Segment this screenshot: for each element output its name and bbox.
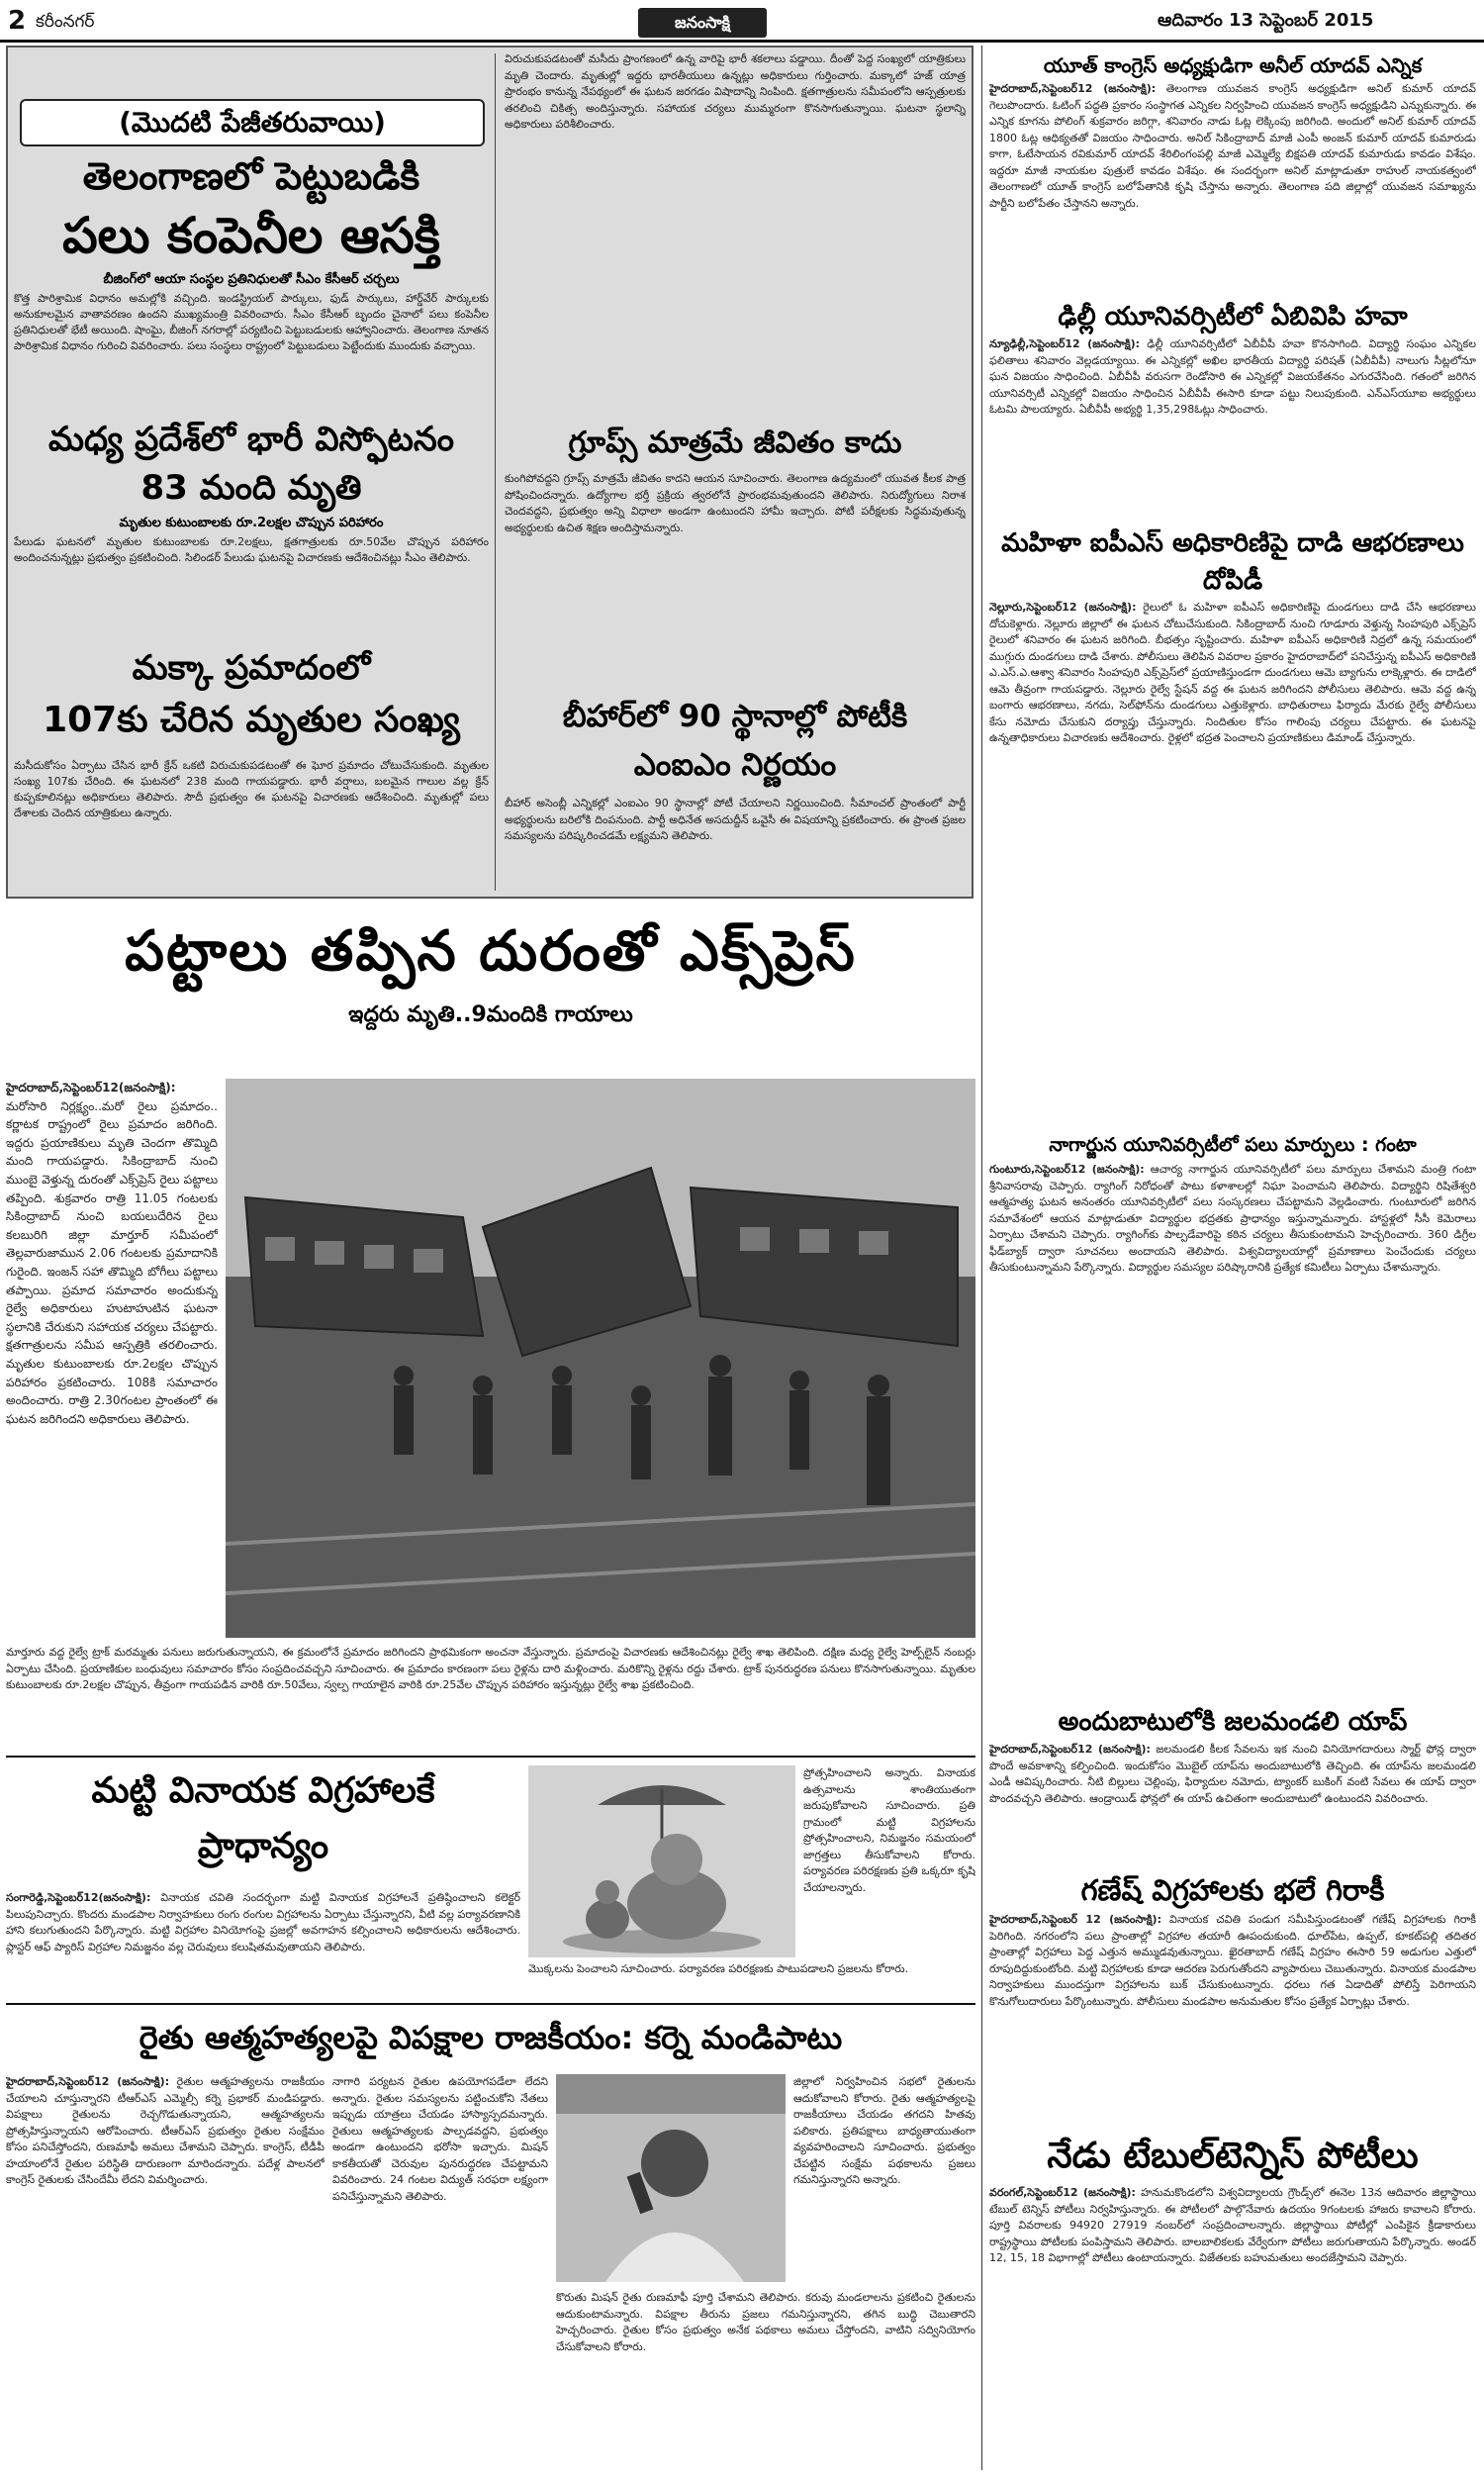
story-body: ప్రోత్సహించాలని అన్నారు. వినాయక ఉత్సవాలను శాంతియుతంగా జరుపుకోవాలని సూచించారు. ప్రతి గ్రామంలో మట్టి విగ్రహాలను ప్రోత్సహించాలని, నిమజ్జనం సమయంలో జాగ్రత్తలు తీసుకోవాలని కోరారు. పర్యావరణ పరిరక్షణకు ప్రతి ఒక్కరూ కృషి చేయాలన్నారు.	[803, 1766, 975, 1894]
subheadline: మృతుల కుటుంబాలకు రూ.2లక్షల చొప్పున పరిహారం	[119, 516, 384, 530]
headline: నాగార్జున యూనివర్సిటీలో పలు మార్పులు : గంటా	[1049, 1134, 1417, 1156]
lead-headline: పట్టాలు తప్పిన దురంతో ఎక్స్‌ప్రెస్	[125, 919, 857, 984]
headline: నేడు టేబుల్‌టెన్నిస్ పోటీలు	[1047, 2136, 1419, 2176]
ganesha-bottom-text	[528, 1961, 975, 1995]
story-body: జిల్లాలో నిర్వహించిన సభలో రైతులను ఆదుకోవాలని కోరారు. రైతు ఆత్మహత్యలపై రాజకీయాలు చేయడం తగదని హితవు పలికారు. ప్రతిపక్షాలు బాధ్యతాయుతంగా వ్యవహరించాలని సూచించారు. ప్రభుత్వం చేపట్టిన సంక్షేమ పథకాలను ప్రజలు గమనిస్తున్నారని అన్నారు.	[793, 2075, 975, 2186]
headline-line2: 83 మంది మృతి	[140, 468, 362, 508]
lead-footer-text	[6, 1645, 975, 1749]
bottom-column-1	[6, 2074, 325, 2468]
story-body: హనుమకొండలోని విశ్వవిద్యాలయ గ్రౌండ్స్‌లో ఈనెల 13న ఆదివారం జిల్లాస్థాయి టేబుల్ టెన్నిస్ పోటీలు నిర్వహిస్తున్నారు. ఈ పోటీలలో పాల్గొనేవారు ఉదయం 9గంటలకు హాజరు కావాలని కోరారు. పూర్తి వివరాలకు 94920 27919 నంబర్‌లో సంప్రదించాలన్నారు. జిల్లాస్థాయి పోటీల్లో ఎంపికైన క్రీడాకారులు రాష్ట్రస్థాయి పోటీలకు పంపిస్తామని తెలిపారు. బాలబాలికలకు వేర్వేరుగా పోటీలు జరుగుతాయని పేర్కొన్నారు. అండర్ 12, 15, 18 విభాగాల్లో పోటీలు ఉంటాయన్నారు. విజేతలకు బహుమతులు అందజేస్తామని చెప్పారు.	[989, 2186, 1476, 2264]
sidebar-story-youth-congress	[989, 49, 1476, 299]
story-body: వినాయక చవితి పండుగ సమీపిస్తుండటంతో గణేష్ విగ్రహాలకు గిరాకీ పెరిగింది. నగరంలోని పలు ప్రాంతాల్లో విగ్రహాల తయారీ ఊపందుకుంది. ధూల్‌పేట, ఉప్పల్, కూకట్‌పల్లి తదితర ప్రాంతాల్లో విగ్రహాలు పెద్ద ఎత్తున అమ్ముడవుతున్నాయి. ఖైరతాబాద్ గణేష్ విగ్రహం ఈసారి 59 అడుగుల ఎత్తులో రూపుదిద్దుకుంటోంది. మట్టి విగ్రహాలకు కూడా ఆదరణ పెరుగుతోందని వ్యాపారులు చెబుతున్నారు. వినాయక మండపాల నిర్వాహకులు ముందస్తుగా విగ్రహాలను బుక్ చేసుకుంటున్నారు. ధరలు గత ఏడాదితో పోలిస్తే పెరిగాయని కొనుగోలుదారులు పేర్కొంటున్నారు. పోలీసులు మండపాల అనుమతుల కోసం ప్రత్యేక ఏర్పాట్లు చేశారు.	[989, 1913, 1476, 2008]
sidebar-story-table-tennis	[989, 2128, 1476, 2442]
headline: గణేష్ విగ్రహాలకు భలే గిరాకీ	[1080, 1873, 1385, 1907]
dateline: హైదరాబాద్,సెప్టెంబర్ 12 (జనంసాక్షి):	[989, 1913, 1161, 1926]
story-body: ఢిల్లీ యూనివర్సిటీలో ఏబీవీపీ హవా కొనసాగింది. విద్యార్థి సంఘం ఎన్నికల ఫలితాలు శనివారం వెల్లడయ్యాయి. ఈ ఎన్నికల్లో అఖిల భారతీయ విద్యార్థి పరిషత్ (ఏబీవీపీ) నాలుగు సీట్లలోనూ ఘన విజయం సాధించింది. ఏబీవీపీ వరుసగా రెండోసారి ఈ ఎన్నికల్లో విజయకేతనం ఎగురవేసింది. గతంలో జరిగిన యూనివర్సిటీ ఎన్నికల్లో విజయం సాధించిన ఏబీవీపీ ఈసారి కూడా పట్టు నిలుపుకుంది. ఎన్ఎస్‌యూఐ అభ్యర్థులు ఓటమి పాలయ్యారు. ఏబీవీపీ అభ్యర్థి 1,35,298ఓట్లు సాధించారు.	[989, 337, 1476, 416]
masthead-rule	[0, 40, 1484, 43]
dateline: వరంగల్,సెప్టెంబర్12 (జనంసాక్షి):	[989, 2186, 1136, 2199]
story-body: కుంగిపోవద్దని గ్రూప్స్ మాత్రమే జీవితం కాదని ఆయన సూచించారు. తెలంగాణ ఉద్యమంలో యువత కీలక పాత్ర పోషించిందన్నారు. ఉద్యోగాల భర్తీ ప్రక్రియ త్వరలోనే ప్రారంభమవుతుందని తెలిపారు. నిరుద్యోగులు నిరాశ చెందవద్దని, ప్రభుత్వం అన్ని విధాలా అండగా ఉంటుందని హామీ ఇచ్చారు. పోటీ పరీక్షలకు సిద్ధమవుతున్న అభ్యర్థులకు ఉచిత శిక్షణ అందిస్తామన్నారు.	[505, 472, 966, 534]
story-body: వినాయక చవితి సందర్భంగా మట్టి వినాయక విగ్రహాలనే ప్రతిష్ఠించాలని కలెక్టర్ పిలుపునిచ్చారు. కొందరు మండపాల నిర్వాహకులు రంగు రంగుల విగ్రహాలను ఏర్పాటు చేస్తున్నారని, వీటి వల్ల పర్యావరణానికి హాని కలుగుతుందని పేర్కొన్నారు. మట్టి విగ్రహాల వినియోగంపై ప్రజల్లో అవగాహన కల్పించాలని అధికారులను ఆదేశించారు. ప్లాస్టర్ ఆఫ్ ప్యారిస్ విగ్రహాల నిమజ్జనం వల్ల చెరువులు కలుషితమవుతాయని తెలిపారు.	[6, 1891, 520, 1953]
dateline: హైదరాబాద్,సెప్టెంబర్12(జనంసాక్షి):	[6, 1081, 176, 1094]
page-number: 2	[8, 6, 27, 36]
headline: తెలంగాణలో పెట్టుబడికి	[82, 154, 420, 198]
clay-ganesha-illustration	[528, 1765, 795, 1957]
boxed-story-mim	[505, 693, 966, 885]
headline-line2: ప్రాధాన్యం	[197, 1826, 329, 1866]
sidebar-divider	[981, 46, 982, 2470]
story-body: బీహార్ అసెంబ్లీ ఎన్నికల్లో ఎంఐఎం 90 స్థానాల్లో పోటీ చేయాలని నిర్ణయించింది. సీమాంచల్ ప్రాంతంలో పార్టీ అభ్యర్థులను బరిలోకి దింపనుంది. పార్టీ అధినేత అసదుద్దీన్ ఒవైసీ ఈ విషయాన్ని ప్రకటించారు. ఈ ప్రాంత ప్రజల సమస్యలను పరిష్కరించడమే లక్ష్యమని తెలిపారు.	[505, 797, 966, 842]
headline: బీహార్‌లో 90 స్థానాల్లో పోటీకి	[562, 699, 908, 734]
ganesha-photo	[528, 1765, 795, 1957]
ganesha-story	[6, 1763, 520, 2031]
lead-story	[6, 906, 975, 1033]
issue-date: ఆదివారం 13 సెప్టెంబర్ 2015	[1158, 10, 1374, 31]
headline: అందుబాటులోకి జలమండలి యాప్	[1058, 1707, 1408, 1737]
story-body: రైలులో ఓ మహిళా ఐపీఎస్ అధికారిణిపై దుండగులు దాడి చేసి ఆభరణాలు దోచుకెళ్లారు. నెల్లూరు జిల్లాలో ఈ ఘటన చోటుచేసుకుంది. సికింద్రాబాద్ నుంచి గూడూరు వెళ్తున్న సింహపురి ఎక్స్‌ప్రెస్ రైలులో శనివారం ఈ ఘటన జరిగింది. బీభత్సం సృష్టించారు. మహిళా ఐపీఎస్ అధికారిణి నిద్రలో ఉన్న సమయంలో ముగ్గురు దుండగులు దాడి చేశారు. పోలీసులు తెలిపిన వివరాల ప్రకారం హైదరాబాద్‌లో పనిచేస్తున్న ఐపీఎస్ అధికారిణి ఎ.ఎస్.ఎ.ఆశ్వా శనివారం సింహపురి ఎక్స్‌ప్రెస్‌లో ప్రయాణిస్తుండగా దుండగులు ఆమె బ్యాగును లాక్కెళ్లారు. ఈ దాడిలో ఆమె తీవ్రంగా గాయపడ్డారు. నెల్లూరు రైల్వే స్టేషన్ వద్ద ఈ ఘటన జరిగిందని పోలీసులు తెలిపారు. ఆమె వద్ద ఉన్న బంగారు ఆభరణాలు, నగదు, సెల్‌ఫోన్‌ను దుండగులు ఎత్తుకెళ్లారు. బాధితురాలు ఫిర్యాదు మేరకు రైల్వే పోలీసులు కేసు నమోదు చేసుకుని దర్యాప్తు చేస్తున్నారు. నిందితుల కోసం గాలింపు చర్యలు చేపట్టారు. ఈ ఘటనపై ఉన్నతాధికారులు విచారణకు ఆదేశించారు. రైళ్లలో భద్రత పెంచాలని ప్రయాణికులు డిమాండ్ చేస్తున్నారు.	[989, 601, 1476, 744]
story-body: పేలుడు ఘటనలో మృతుల కుటుంబాలకు రూ.2లక్షలు, క్షతగాత్రులకు రూ.50వేల చొప్పున పరిహారం అందించనున్నట్లు ప్రభుత్వం ప్రకటించింది. సిలిండర్ పేలుడు ఘటనపై విచారణకు ఆదేశించినట్లు సీఎం తెలిపారు.	[14, 535, 489, 564]
dateline: నెల్లూరు,సెప్టెంబర్12 (జనంసాక్షి):	[989, 601, 1137, 614]
lead-column-text	[6, 1079, 218, 1638]
edition-name: కరీంనగర్	[36, 12, 95, 32]
headline: యూత్ కాంగ్రెస్ అధ్యక్షుడిగా అనీల్ యాదవ్ ఎన్నిక	[1043, 53, 1423, 77]
boxed-story-investment	[14, 150, 489, 370]
story-body: మరోసారి నిర్లక్ష్యం..మరో రైలు ప్రమాదం.. కర్ణాటక రాష్ట్రంలో రైలు ప్రమాదం జరిగింది. ఇద్దరు ప్రయాణికులు మృతి చెందగా తొమ్మిది మంది గాయపడ్డారు. సికింద్రాబాద్ నుంచి ముంబై వెళ్తున్న దురంతో ఎక్స్‌ప్రెస్ రైలు పట్టాలు తప్పింది. శుక్రవారం రాత్రి 11.05 గంటలకు సికింద్రాబాద్ నుంచి బయలుదేరిన రైలు కలబురిగి జిల్లా మార్తూర్ సమీపంలో తెల్లవారుజామున 2.06 గంటలకు ప్రమాదానికి గురైంది. ఇంజన్ సహా తొమ్మిది బోగీలు పట్టాలు తప్పాయి. ప్రమాద సమాచారం అందుకున్న రైల్వే అధికారులు హుటాహుటిన ఘటనా స్థలానికి చేరుకుని సహాయక చర్యలు చేపట్టారు. క్షతగాత్రులను సమీప ఆస్పత్రికి తరలించారు. మృతుల కుటుంబాలకు రూ.2లక్షల చొప్పున పరిహారం ప్రకటించారు. 108కి సమాచారం అందించారు. రాత్రి 2.30గంటల ప్రాంతంలో ఈ ఘటన జరిగిందని అధికారులు తెలిపారు.	[6, 1098, 218, 1426]
section-rule	[6, 1756, 975, 1758]
brand-logo	[638, 8, 767, 38]
story-body: మసీదుకోసం ఏర్పాటు చేసిన భారీ క్రేన్ ఒకటి విరుచుకుపడటంతో ఈ ఘోర ప్రమాదం చోటుచేసుకుంది. మృతుల సంఖ్య 107కు చేరింది. ఈ ఘటనలో 238 మంది గాయపడ్డారు. భారీ వర్షాలు, బలమైన గాలుల వల్ల క్రేన్ కుప్పకూలినట్లు అధికారులు తెలిపారు. సౌదీ ప్రభుత్వం ఈ ఘటనపై విచారణకు ఆదేశించింది. మృతుల్లో పలు దేశాలకు చెందిన యాత్రికులు ఉన్నారు.	[14, 759, 489, 819]
story-body: తెలంగాణ యువజన కాంగ్రెస్ అధ్యక్షుడిగా అనిల్ కుమార్ యాదవ్ గెలుపొందారు. ఓటింగ్ పద్ధతి ప్రకారం సంస్థాగత ఎన్నికల నిర్వహించి యువజన కాంగ్రెస్ అధ్యక్షుడిని ఎన్నుకున్నారు. ఈ ఎన్నిక కూగను పోలింగ్ శుక్రవారం జరిగ్గా, శనివారం నాడు ఓట్ల లెక్కింపు జరిగింది. అందులో అనిల్ కుమార్ యాదవ్ 1800 ఓట్ల ఆధిక్యతతో విజయం సాధించారు. అనిల్ సికింద్రాబాద్ మాజీ ఎంపీ అంజన్ కుమార్ యాదవ్ కుమారుడు కాగా, ఓటేసాయన రవికుమార్ యాదవ్ శేరిలింగంపల్లి మాజీ ఎమ్మెల్యే బిక్షపతి యాదవ్ కుమారుడు కావడం విశేషం. ఇద్దరూ మాజీ నాయకుల పుత్రులే కావడం విశేషం. ఈ సందర్భంగా అనిల్ మాట్లాడుతూ రాహుల్ నాయకత్వంలో తెలంగాణలో యూత్ కాంగ్రెస్ బలోపేతానికి కృషి చేస్తాను అన్నారు. తెలంగాణ పది జిల్లాల్లో యువజన సమాఖ్యను పార్టీని బలోపేతం చేస్తానని అన్నారు.	[989, 82, 1476, 210]
boxed-column-divider	[495, 53, 496, 891]
dateline: హైదరాబాద్,సెప్టెంబర్12 (జనంసాక్షి):	[989, 1743, 1151, 1756]
headline: మధ్య ప్రదేశ్‌లో భారీ విస్ఫోటనం	[48, 420, 454, 459]
headline: రైతు ఆత్మహత్యలపై విపక్షాల రాజకీయం: కర్నె మండిపాటు	[139, 2019, 843, 2056]
sidebar-story-nagarjuna	[989, 1128, 1476, 1716]
story-body: ఆచార్య నాగార్జున యూనివర్సిటీలో పలు మార్పులు చేశామని మంత్రి గంటా శ్రీనివాసరావు చెప్పారు. ర్యాగింగ్ నిరోధంతో పాటు కళాశాలల్లో నిఘా పెంచామని తెలిపారు. విద్యార్థిని రిషితేశ్వరి ఆత్మహత్య ఘటన అనంతరం యూనివర్సిటీలో పలు సంస్కరణలు చేపట్టామని వెల్లడించారు. గుంటూరులో జరిగిన సమావేశంలో ఆయన మాట్లాడుతూ విద్యార్థుల భద్రతకు ప్రాధాన్యం ఇస్తున్నామన్నారు. హాస్టళ్లలో సీసీ కెమెరాలు ఏర్పాటు చేశామని చెప్పారు. ర్యాగింగ్‌కు పాల్పడేవారిపై కఠిన చర్యలు తీసుకుంటామని హెచ్చరించారు. 360 డిగ్రీల ఫీడ్‌బ్యాక్ ద్వారా సూచనలు అందాయని తెలిపారు. విశ్వవిద్యాలయాల్లో ప్రమాణాలు పెంచేందుకు చర్యలు తీసుకుంటున్నామని పేర్కొన్నారు. విద్యార్థుల సమస్యల పరిష్కారానికి ప్రత్యేక కమిటీలు ఏర్పాటు చేశామన్నారు.	[989, 1163, 1476, 1274]
boxed-story-groups	[505, 416, 966, 689]
section-rule	[6, 2003, 975, 2005]
headline-line2: ఎంఐఎం నిర్ణయం	[633, 747, 837, 783]
lead-photo-derailment	[226, 1079, 975, 1638]
sidebar-story-jalamandali-app	[989, 1702, 1476, 1890]
dateline: న్యూఢిల్లీ,సెప్టెంబర్12 (జనంసాక్షి):	[989, 337, 1141, 350]
ganesha-side-column	[803, 1765, 975, 1955]
sidebar-story-ips-attack	[989, 524, 1476, 1114]
headline-line2: 107కు చేరిన మృతుల సంఖ్య	[43, 700, 460, 740]
boxed-story-mecca	[14, 643, 489, 857]
brand-name: జనంసాక్షి	[675, 13, 730, 32]
story-body: కొత్త పారిశ్రామిక విధానం అమల్లోకి వచ్చింది. ఇండస్ట్రియల్ పార్కులు, ఫుడ్ పార్కులు, హార్డ్‌వేర్ పార్కులకు అనుకూలమైన వాతావరణం ఉందని ముఖ్యమంత్రి వివరించారు. సీఎం కేసీఆర్ బృందం చైనాలో పలు కంపెనీల ప్రతినిధులతో భేటీ అయింది. షాంఘై, బీజింగ్ నగరాల్లో పర్యటించి పెట్టుబడులకు ఆహ్వానించారు. తెలంగాణ నూతన పారిశ్రామిక విధానం గురించి వివరించారు. పలు సంస్థలు రాష్ట్రంలో పెట్టుబడులు పెట్టేందుకు ముందుకు వచ్చాయి.	[14, 292, 489, 352]
bottom-photo-karne	[556, 2074, 786, 2282]
headline: మట్టి వినాయక విగ్రహాలకే	[91, 1770, 435, 1811]
boxed-story-mp-blast	[14, 416, 489, 600]
headline-line2: పలు కంపెనీల ఆసక్తి	[62, 207, 440, 264]
dateline: గుంటూరు,సెప్టెంబర్12 (జనంసాక్షి):	[989, 1163, 1145, 1176]
derailed-train-illustration	[226, 1079, 975, 1638]
bottom-column-3	[793, 2074, 975, 2282]
headline: మహిళా ఐపీఎస్ అధికారిణిపై దాడి ఆభరణాలు దోపిడీ	[1001, 528, 1464, 596]
speaker-portrait-illustration	[556, 2074, 786, 2282]
boxed-story-mecca-continued	[505, 51, 966, 398]
dateline: హైదరాబాద్,సెప్టెంబర్12 (జనంసాక్షి):	[6, 2075, 170, 2088]
story-body: కొరుతు మిషన్ రైతు రుణమాఫీ పూర్తి చేశామని తెలిపారు. కరువు మండలాలను ప్రకటించి రైతులను ఆదుకుంటామన్నారు. విపక్షాల తీరును ప్రజలు గమనిస్తున్నారని, తగిన బుద్ధి చెబుతారని హెచ్చరించారు. రైతుల కోసం ప్రభుత్వం అనేక పథకాలు అమలు చేస్తోందని, వాటిని సద్వినియోగం చేసుకోవాలని కోరారు.	[556, 2291, 975, 2353]
headline: ఢిల్లీ యూనివర్సిటీలో ఏబివిపి హవా	[1058, 302, 1408, 332]
story-body: జలమండలి కీలక సేవలను ఇక నుంచి వినియోగదారులు స్మార్ట్ ఫోన్ల ద్వారా పొందే అవకాశాన్ని కల్పించింది. ఇందుకోసం మొబైల్ యాప్‌ను అందుబాటులోకి తెచ్చింది. ఈ యాప్‌ను జలమండలి ఎండీ ఆవిష్కరించారు. నీటి బిల్లులు చెల్లింపు, ఫిర్యాదుల నమోదు, ట్యాంకర్ బుకింగ్ వంటి సేవలు ఈ యాప్ ద్వారా పొందవచ్చని తెలిపారు. ఆండ్రాయిడ్ ఫోన్లలో ఈ యాప్ ఉచితంగా అందుబాటులో ఉంటుందని వివరించారు.	[989, 1743, 1476, 1805]
subheadline: బీజింగ్‌లో ఆయా సంస్థల ప్రతినిధులతో సీఎం కేసీఆర్ చర్చలు	[103, 272, 400, 287]
dateline: సంగారెడ్డి,సెప్టెంబర్12(జనంసాక్షి):	[6, 1891, 151, 1904]
bottom-column-4	[556, 2290, 975, 2468]
story-body: నాగారి పర్యటన రైతుల ఉపయోగపడేలా లేదని అన్నారు. రైతుల సమస్యలను పట్టించుకోని నేతలు ఇప్పుడు యాత్రలు చేయడం హాస్యాస్పదమన్నారు. రైతులు ఆత్మహత్యలకు పాల్పడవద్దని, ప్రభుత్వం అండగా ఉంటుందని భరోసా ఇచ్చారు. మిషన్ కాకతీయతో చెరువుల పునరుద్ధరణ చేపట్టామని వివరించారు. 24 గంటల విద్యుత్ సరఫరా లక్ష్యంగా పనిచేస్తున్నామని తెలిపారు.	[332, 2075, 548, 2203]
sidebar-story-du-abvp	[989, 297, 1476, 515]
sidebar-story-ganesh-demand	[989, 1868, 1476, 2110]
headline: మక్కా ప్రమాదంలో	[132, 648, 371, 688]
boxed-kicker: (మొదటి పేజీతరువాయి)	[20, 99, 485, 146]
lead-subheadline: ఇద్దరు మృతి..9మందికి గాయాలు	[348, 1002, 633, 1027]
story-body: మార్తూరు వద్ద రైల్వే ట్రాక్ మరమ్మతు పనులు జరుగుతున్నాయని, ఈ క్రమంలోనే ప్రమాదం జరిగిందని ప్రాథమికంగా అంచనా వేస్తున్నారు. ప్రమాదంపై విచారణకు ఆదేశించినట్లు రైల్వే శాఖ తెలిపింది. దక్షిణ మధ్య రైల్వే హెల్ప్‌లైన్ నంబర్లు ఏర్పాటు చేసింది. ప్రయాణికుల బంధువులు సమాచారం కోసం సంప్రదించవచ్చని సూచించారు. ఈ ప్రమాదం కారణంగా పలు రైళ్లను దారి మళ్లించారు. మరికొన్ని రైళ్లను రద్దు చేశారు. ట్రాక్ పునరుద్ధరణ పనులు కొనసాగుతున్నాయి. మృతుల కుటుంబాలకు రూ.2లక్షల చొప్పున, తీవ్రంగా గాయపడిన వారికి రూ.50వేలు, స్వల్ప గాయాలైన వారికి రూ.25వేల చొప్పున పరిహారం ఇస్తున్నట్లు రైల్వే శాఖ ప్రకటించింది.	[6, 1646, 975, 1691]
dateline: హైదరాబాద్,సెప్టెంబర్12 (జనంసాక్షి):	[989, 82, 1157, 95]
bottom-story	[6, 2009, 975, 2066]
story-body: మొక్కలను పెంచాలని సూచించారు. పర్యావరణ పరిరక్షణకు పాటుపడాలని ప్రజలను కోరారు.	[528, 1962, 909, 1975]
story-body: విరుచుకుపడటంతో మసీదు ప్రాంగణంలో ఉన్న వారిపై భారీ శకలాలు పడ్డాయి. దీంతో పెద్ద సంఖ్యలో యాత్రికులు మృతి చెందారు. మృతుల్లో ఇద్దరు భారతీయులు ఉన్నట్లు అధికారులు గుర్తించారు. మక్కాలో హజ్ యాత్ర ప్రారంభం కానున్న నేపథ్యంలో ఈ ఘటన జరగడం విషాదాన్ని నింపింది. క్షతగాత్రులను సమీపంలోని ఆస్పత్రులకు తరలించి చికిత్స అందిస్తున్నారు. సహాయక చర్యలు ముమ్మరంగా కొనసాగుతున్నాయి. ఘటనా స్థలాన్ని అధికారులు పరిశీలించారు.	[505, 52, 966, 131]
bottom-column-2	[332, 2074, 548, 2468]
headline: గ్రూప్స్ మాత్రమే జీవితం కాదు	[568, 426, 902, 460]
story-body: రైతుల ఆత్మహత్యలను రాజకీయం చేయాలని చూస్తున్నారని టీఆర్ఎస్ ఎమ్మెల్సీ కర్నె ప్రభాకర్ మండిపడ్డారు. విపక్షాలు రైతులను రెచ్చగొడుతున్నాయని, ఆత్మహత్యలను ప్రోత్సహిస్తున్నాయని ఆరోపించారు. టీఆర్ఎస్ ప్రభుత్వం రైతుల సంక్షేమం కోసం పనిచేస్తోందని, రుణమాఫీ అమలు చేశామని చెప్పారు. కాంగ్రెస్, టీడీపీ హయాంలోనే రైతుల పరిస్థితి దారుణంగా మారిందన్నారు. పదేళ్ల పాలనలో కాంగ్రెస్ రైతులకు చేసిందేమీ లేదని విమర్శించారు.	[6, 2075, 325, 2186]
